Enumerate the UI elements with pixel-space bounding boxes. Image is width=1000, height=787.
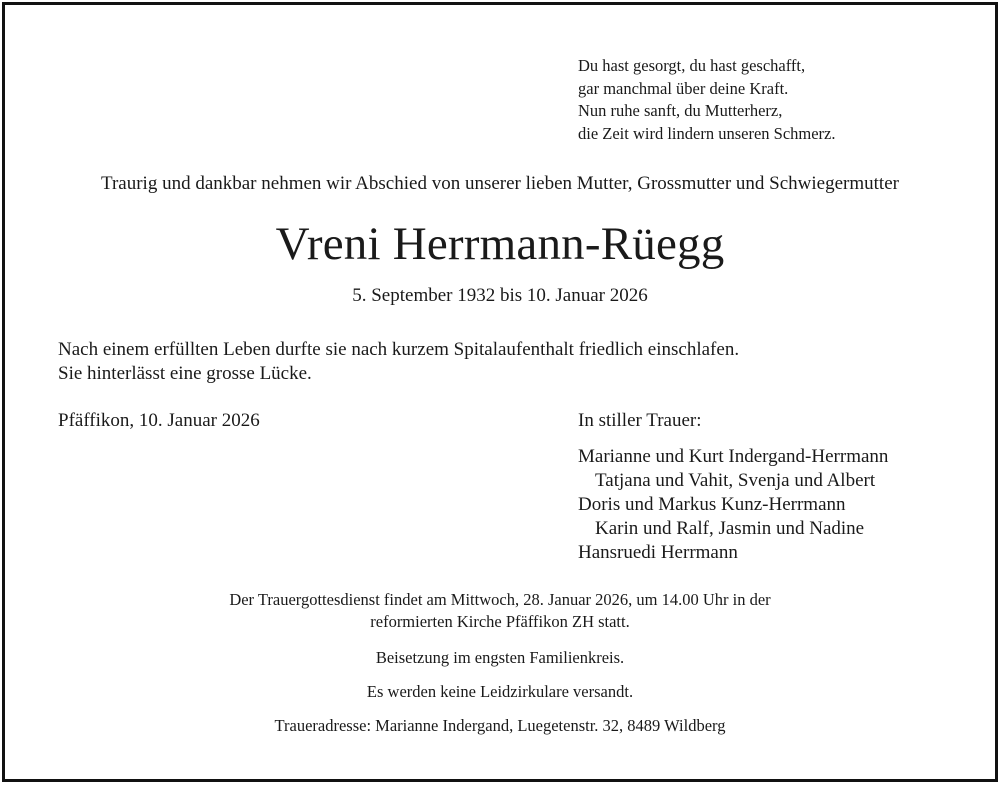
service-line: Der Trauergottesdienst findet am Mittwoch, 28. Januar 2026, um 14.00 Uhr in der <box>229 590 771 609</box>
mourner-entry: Marianne und Kurt Indergand-Herrmann <box>578 446 889 467</box>
memorial-poem <box>578 55 836 145</box>
farewell-message <box>58 338 739 386</box>
service-line: reformierten Kirche Pfäffikon ZH statt. <box>370 612 630 631</box>
poem-line: die Zeit wird lindern unseren Schmerz. <box>578 123 836 143</box>
poem-line: Nun ruhe sanft, du Mutterherz, <box>578 101 783 120</box>
poem-line: Du hast gesorgt, du hast geschafft, <box>578 56 806 75</box>
mourner-entry: Karin und Ralf, Jasmin und Nadine <box>595 518 865 539</box>
burial-note: Beisetzung im engsten Familienkreis. <box>375 648 625 667</box>
obituary-notice <box>2 2 998 782</box>
place-and-date: Pfäffikon, 10. Januar 2026 <box>58 410 260 431</box>
mourner-entry: Tatjana und Vahit, Svenja und Albert <box>595 470 876 491</box>
mourners-list <box>578 445 888 565</box>
service-info <box>5 589 995 633</box>
life-dates: 5. September 1932 bis 10. Januar 2026 <box>352 285 648 306</box>
mourning-address: Traueradresse: Marianne Indergand, Luegetenstr. 32, 8489 Wildberg <box>274 716 726 735</box>
deceased-name: Vreni Herrmann-Rüegg <box>275 218 725 270</box>
mourner-entry: Hansruedi Herrmann <box>578 542 738 563</box>
mourner-entry: Doris und Markus Kunz-Herrmann <box>578 494 846 515</box>
mourners-heading: In stiller Trauer: <box>578 410 702 431</box>
message-line: Nach einem erfüllten Leben durfte sie nach kurzem Spitalaufenthalt friedlich einschlafen. <box>58 339 740 360</box>
intro-text: Traurig und dankbar nehmen wir Abschied von unserer lieben Mutter, Grossmutter und Schwiegermutter <box>101 173 899 194</box>
poem-line: gar manchmal über deine Kraft. <box>578 78 789 98</box>
message-line: Sie hinterlässt eine grosse Lücke. <box>58 363 312 384</box>
no-letters-note: Es werden keine Leidzirkulare versandt. <box>366 682 634 701</box>
